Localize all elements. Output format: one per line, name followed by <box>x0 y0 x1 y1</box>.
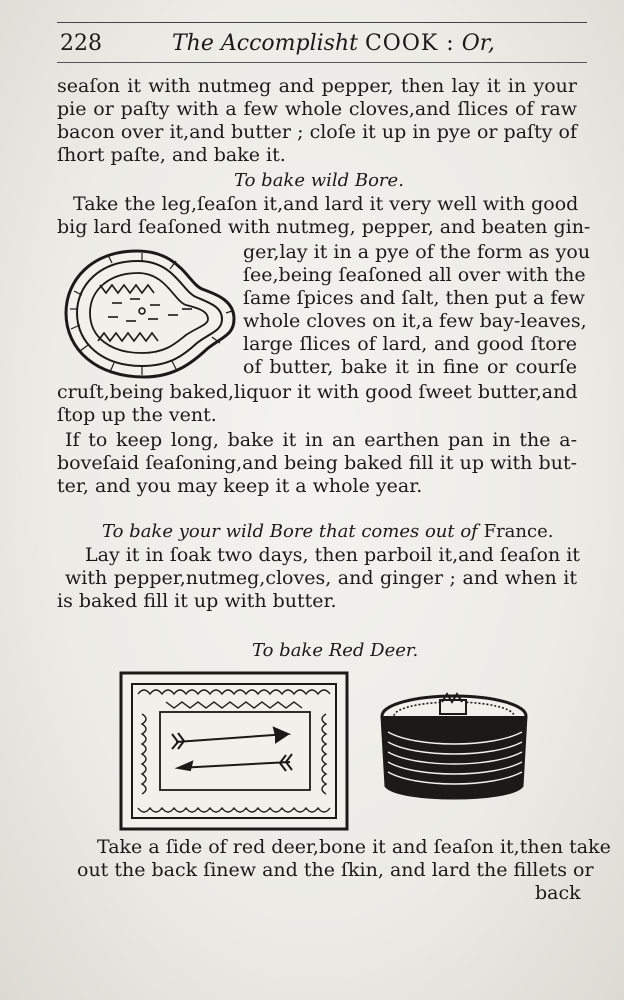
top-rule <box>57 22 587 23</box>
header-rule <box>57 62 587 63</box>
text-line: whole cloves on it,a few bay-leaves, <box>243 310 587 332</box>
text-line: of butter, bake it in fine or courſe <box>243 356 577 378</box>
text-line: ger,lay it in a pye of the form as you <box>243 241 591 263</box>
page-number: 228 <box>60 31 102 56</box>
text-line: ſhort paſte, and bake it. <box>57 144 286 166</box>
text-line: ſee,being ſeaſoned all over with the <box>243 264 586 286</box>
text-line: is baked fill it up with butter. <box>57 590 337 612</box>
text-line: Take the leg,ſeaſon it,and lard it very well with good <box>73 193 579 215</box>
text-line: ſtop up the vent. <box>57 404 217 426</box>
text-line: Take a ſide of red deer,bone it and ſeaſon it,then take <box>97 836 611 858</box>
text-line: big lard ſeaſoned with nutmeg, pepper, and beaten gin- <box>57 216 591 238</box>
round-pan-woodcut <box>376 690 532 808</box>
heading-france-roman: France. <box>483 521 554 542</box>
running-title-caps: COOK : <box>364 31 455 56</box>
running-title-italic: The Accomplisht <box>172 31 358 56</box>
text-line: with pepper,nutmeg,cloves, and ginger ; and when it <box>65 567 577 589</box>
heading-red-deer: To bake Red Deer. <box>252 640 419 661</box>
catchword: back <box>535 882 581 904</box>
deer-pie-woodcut <box>118 670 350 832</box>
text-line: seaſon it with nutmeg and pepper, then lay it in your <box>57 75 577 97</box>
text-line: cruſt,being baked,liquor it with good ſweet butter,and <box>57 381 578 403</box>
text-line: boveſaid ſeaſoning,and being baked fill it up with but- <box>57 452 577 474</box>
text-line: out the back ſinew and the ſkin, and lard the fillets or <box>77 859 594 881</box>
text-line: ter, and you may keep it a whole year. <box>57 475 423 497</box>
heading-wild-bore: To bake wild Bore. <box>234 170 404 191</box>
text-line: bacon over it,and butter ; cloſe it up in pye or paſty of <box>57 121 577 143</box>
text-line: large ſlices of lard, and good ſtore <box>243 333 577 355</box>
running-title <box>172 28 495 60</box>
page-header <box>60 28 580 60</box>
running-title-tail: Or, <box>461 31 495 56</box>
text-line: Lay it in ſoak two days, then parboil it,and ſeaſon it <box>85 544 580 566</box>
text-line: If to keep long, bake it in an earthen pan in the a- <box>65 429 577 451</box>
bore-pie-woodcut <box>62 245 238 385</box>
text-line: pie or paſty with a few whole cloves,and ſlices of raw <box>57 98 577 120</box>
text-line: ſame ſpices and ſalt, then put a few <box>243 287 585 309</box>
heading-france <box>102 521 553 543</box>
heading-france-italic: To bake your wild Bore that comes out of <box>102 521 478 542</box>
